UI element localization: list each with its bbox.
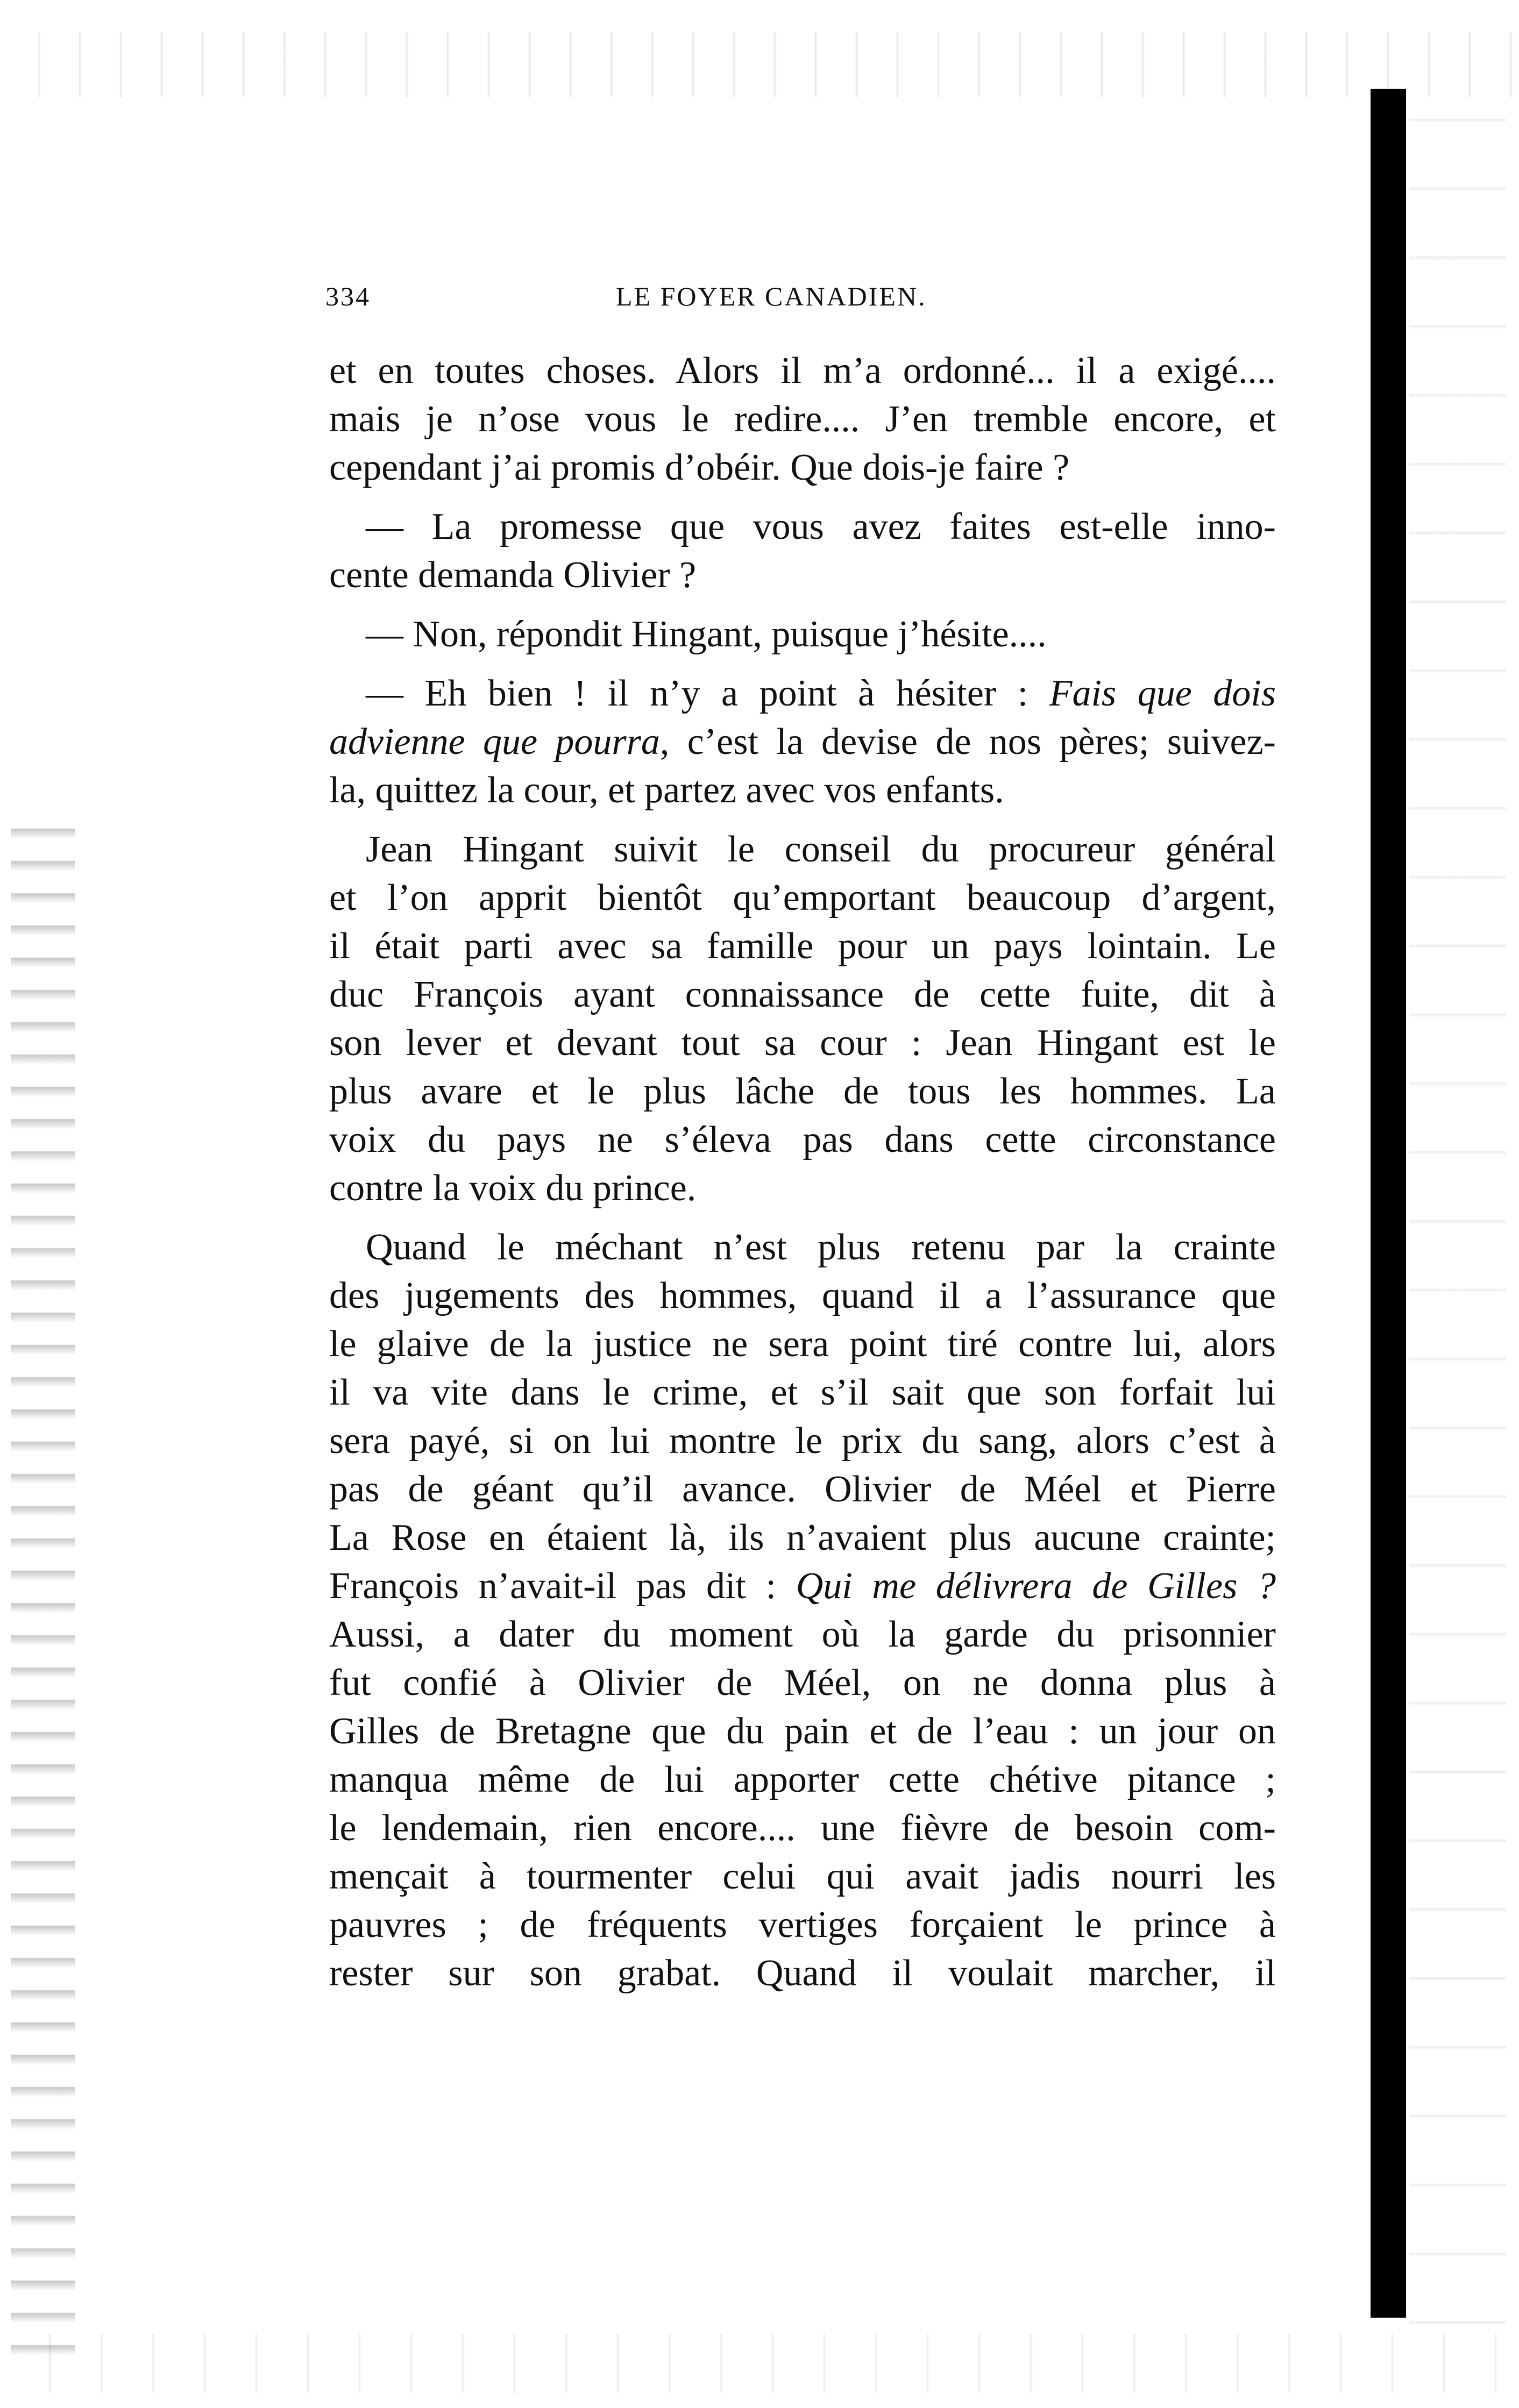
text-line: il était parti avec sa famille pour un pays lointain. Le: [329, 925, 1276, 967]
scan-noise-right: [1409, 54, 1506, 2366]
page-number: 334: [325, 281, 371, 311]
text-line: sera payé, si on lui montre le prix du sang, alors c’est à: [329, 1420, 1276, 1462]
text-line: duc François ayant connaissance de cette fuite, dit à: [329, 974, 1276, 1015]
text-line: pauvres ; de fréquents vertiges forçaient le prince à: [329, 1904, 1276, 1946]
text-run: , c’est la devise de nos pères; suivez-: [659, 721, 1276, 763]
italic-run: advienne que pourra: [329, 721, 660, 763]
text-line: mençait à tourmenter celui qui avait jadis nourri les: [329, 1856, 1276, 1897]
text-line: et l’on apprit bientôt qu’emportant beaucoup d’argent,: [329, 877, 1276, 918]
text-line: des jugements des hommes, quand il a l’assurance que: [329, 1275, 1276, 1316]
text-line: — La promesse que vous avez faites est-elle inno-: [366, 506, 1276, 547]
text-line: manqua même de lui apporter cette chétive pitance ;: [329, 1759, 1276, 1800]
text-line: Aussi, a dater du moment où la garde du prisonnier: [329, 1614, 1276, 1655]
text-line: et en toutes choses. Alors il m’a ordonné... il a exigé....: [329, 350, 1276, 391]
text-line: [329, 1562, 1276, 1611]
running-title: LE FOYER CANADIEN.: [616, 281, 927, 311]
text-run: — Eh bien ! il n’y a point à hésiter :: [366, 673, 1049, 714]
italic-run: Fais que dois: [1049, 673, 1276, 714]
text-line: Gilles de Bretagne que du pain et de l’eau : un jour on: [329, 1711, 1276, 1752]
scan-noise-bottom: [0, 2334, 1519, 2393]
text-line: La Rose en étaient là, ils n’avaient plus aucune crainte;: [329, 1517, 1276, 1558]
text-line: [329, 669, 1276, 718]
text-line: — Non, répondit Hingant, puisque j’hésite....: [366, 614, 1047, 655]
text-line: Quand le méchant n’est plus retenu par la crainte: [366, 1227, 1276, 1268]
scan-noise-top: [0, 32, 1519, 97]
scan-noise-left: [11, 807, 75, 2366]
text-line: [329, 718, 1276, 766]
text-run: François n’avait-il pas dit :: [329, 1565, 796, 1607]
page-header: [325, 281, 1310, 324]
text-line: le glaive de la justice ne sera point tiré contre lui, alors: [329, 1323, 1276, 1365]
text-line: contre la voix du prince.: [329, 1167, 697, 1209]
italic-run: Qui me délivrera de Gilles ?: [796, 1565, 1276, 1607]
text-line: Jean Hingant suivit le conseil du procureur général: [366, 829, 1276, 870]
text-line: cente demanda Olivier ?: [329, 554, 697, 596]
text-line: fut confié à Olivier de Méel, on ne donna plus à: [329, 1662, 1276, 1704]
text-line: son lever et devant tout sa cour : Jean Hingant est le: [329, 1022, 1276, 1064]
text-line: mais je n’ose vous le redire.... J’en tremble encore, et: [329, 398, 1276, 440]
text-line: plus avare et le plus lâche de tous les hommes. La: [329, 1071, 1276, 1112]
text-line: il va vite dans le crime, et s’il sait que son forfait lui: [329, 1372, 1276, 1413]
page-edge-shadow: [1371, 89, 1406, 2318]
text-line: la, quittez la cour, et partez avec vos enfants.: [329, 770, 1004, 811]
text-line: le lendemain, rien encore.... une fièvre de besoin com-: [329, 1807, 1276, 1849]
text-line: rester sur son grabat. Quand il voulait marcher, il: [329, 1953, 1276, 1994]
text-line: voix du pays ne s’éleva pas dans cette circonstance: [329, 1119, 1276, 1160]
body-text: [329, 347, 1276, 1998]
text-line: pas de géant qu’il avance. Olivier de Méel et Pierre: [329, 1469, 1276, 1510]
text-line: cependant j’ai promis d’obéir. Que dois-je faire ?: [329, 447, 1070, 488]
